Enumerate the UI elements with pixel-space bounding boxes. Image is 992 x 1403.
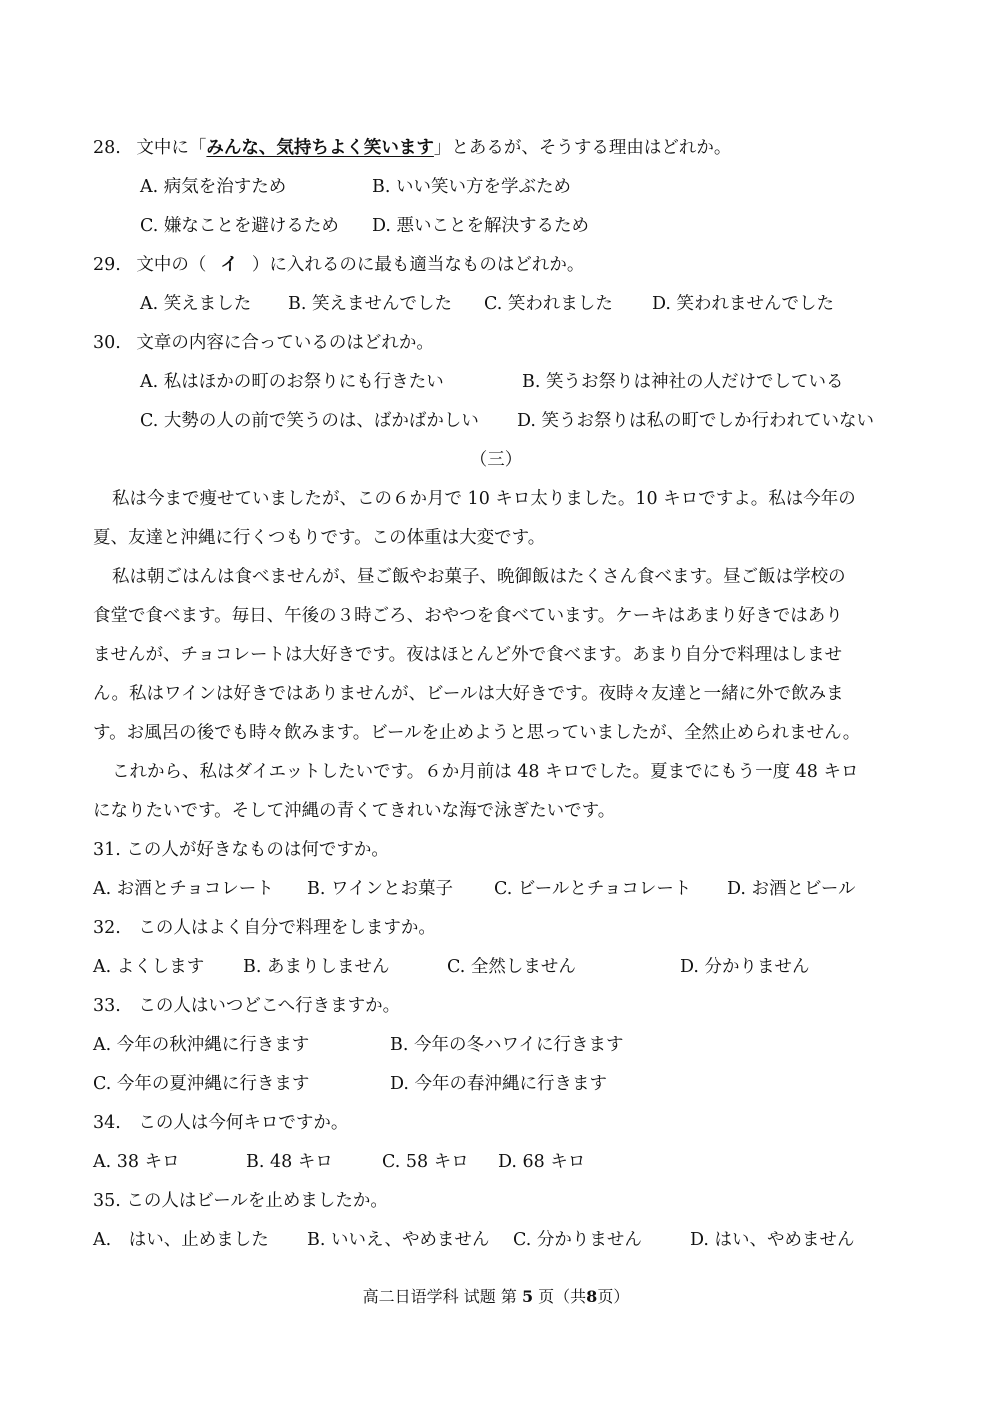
question-30	[93, 331, 434, 355]
footer-post: 页）	[597, 1287, 630, 1306]
footer-mid: 页（共	[533, 1287, 587, 1306]
q29-option-a: A. 笑えました	[140, 294, 252, 314]
q28-option-b: B. いい笑い方を学ぶため	[372, 177, 571, 197]
q30-option-c: C. 大勢の人の前で笑うのは、ばかばかしい	[140, 411, 479, 431]
q32-option-c: C. 全然しません	[447, 957, 576, 977]
q35-option-a: A. はい、止めました	[93, 1230, 269, 1250]
question-28	[93, 136, 731, 160]
question-number: 30.	[93, 333, 121, 353]
question-29	[93, 253, 584, 277]
q34-option-c: C. 58 キロ	[382, 1152, 469, 1172]
q33-option-c: C. 今年の夏沖縄に行きます	[93, 1074, 310, 1094]
q35-option-b: B. いいえ、やめません	[307, 1230, 490, 1250]
q30-option-d: D. 笑うお祭りは私の町でしか行われていない	[517, 411, 875, 431]
question-text-post: ）に入れるのに最も適当なものはどれか。	[251, 255, 585, 275]
section-title: （三）	[469, 450, 523, 470]
page-number: 5	[521, 1287, 534, 1306]
q30-option-a: A. 私はほかの町のお祭りにも行きたい	[140, 372, 444, 392]
quoted-phrase: みんな、気持ちよく笑います	[206, 138, 434, 158]
q32-option-d: D. 分かりません	[680, 957, 810, 977]
q29-option-c: C. 笑われました	[484, 294, 613, 314]
question-text-post: 」とあるが、そうする理由はどれか。	[433, 138, 732, 158]
q32-option-b: B. あまりしません	[243, 957, 390, 977]
question-text-pre: 文中の（	[136, 255, 207, 275]
q29-option-b: B. 笑えませんでした	[288, 294, 452, 314]
passage-line: ん。私はワインは好きではありませんが、ビールは大好きです。夜時々友達と一緒に外で飲みま	[93, 684, 844, 704]
q35-option-d: D. はい、やめません	[690, 1230, 855, 1250]
q32-option-a: A. よくします	[93, 957, 205, 977]
passage-line: になりたいです。そして沖縄の青くてきれいな海で泳ぎたいです。	[93, 801, 616, 821]
q33-option-a: A. 今年の秋沖縄に行きます	[93, 1035, 310, 1055]
total-pages: 8	[586, 1287, 598, 1306]
q31-option-c: C. ビールとチョコレート	[494, 879, 692, 899]
q34-option-d: D. 68 キロ	[498, 1152, 586, 1172]
q35-option-c: C. 分かりません	[513, 1230, 642, 1250]
blank-label: イ	[220, 255, 238, 275]
passage-line: 私は今まで痩せていましたが、この６か月で 10 キロ太りました。10 キロですよ。私は今年の	[112, 489, 856, 509]
question-text: 文章の内容に合っているのはどれか。	[136, 333, 434, 353]
passage-line: す。お風呂の後でも時々飲みます。ビールを止めようと思っていましたが、全然止められません。	[93, 723, 861, 743]
q33-option-d: D. 今年の春沖縄に行きます	[390, 1074, 608, 1094]
passage-line: ませんが、チョコレートは大好きです。夜はほとんど外で食べます。あまり自分で料理はしませ	[93, 645, 843, 665]
question-31: 31. この人が好きなものは何ですか。	[93, 840, 389, 860]
q31-option-a: A. お酒とチョコレート	[93, 879, 274, 899]
question-33: 33. この人はいつどこへ行きますか。	[93, 996, 401, 1016]
q31-option-d: D. お酒とビール	[727, 879, 856, 899]
q34-option-a: A. 38 キロ	[93, 1152, 180, 1172]
question-34: 34. この人は今何キロですか。	[93, 1113, 349, 1133]
page-footer	[0, 1286, 992, 1308]
question-number: 28.	[93, 138, 121, 158]
q34-option-b: B. 48 キロ	[246, 1152, 333, 1172]
passage-line: 私は朝ごはんは食べませんが、昼ご飯やお菓子、晩御飯はたくさん食べます。昼ご飯は学校の	[112, 567, 846, 587]
q28-option-a: A. 病気を治すため	[140, 177, 287, 197]
q30-option-b: B. 笑うお祭りは神社の人だけでしている	[522, 372, 844, 392]
q28-option-d: D. 悪いことを解決するため	[372, 216, 590, 236]
q33-option-b: B. 今年の冬ハワイに行きます	[390, 1035, 624, 1055]
q29-option-d: D. 笑われませんでした	[652, 294, 835, 314]
q31-option-b: B. ワインとお菓子	[307, 879, 453, 899]
passage-line: 食堂で食べます。毎日、午後の３時ごろ、おやつを食べています。ケーキはあまり好きではあり	[93, 606, 843, 626]
passage-line: 夏、友達と沖縄に行くつもりです。この体重は大変です。	[93, 528, 546, 548]
question-32: 32. この人はよく自分で料理をしますか。	[93, 918, 436, 938]
footer-pre: 高二日语学科 试题 第	[362, 1287, 522, 1306]
q28-option-c: C. 嫌なことを避けるため	[140, 216, 339, 236]
passage-line: これから、私はダイエットしたいです。６か月前は 48 キロでした。夏までにもう一度 48 キロ	[112, 762, 859, 782]
question-number: 29.	[93, 255, 121, 275]
question-35: 35. この人はビールを止めましたか。	[93, 1191, 388, 1211]
question-text-pre: 文中に「	[136, 138, 207, 158]
